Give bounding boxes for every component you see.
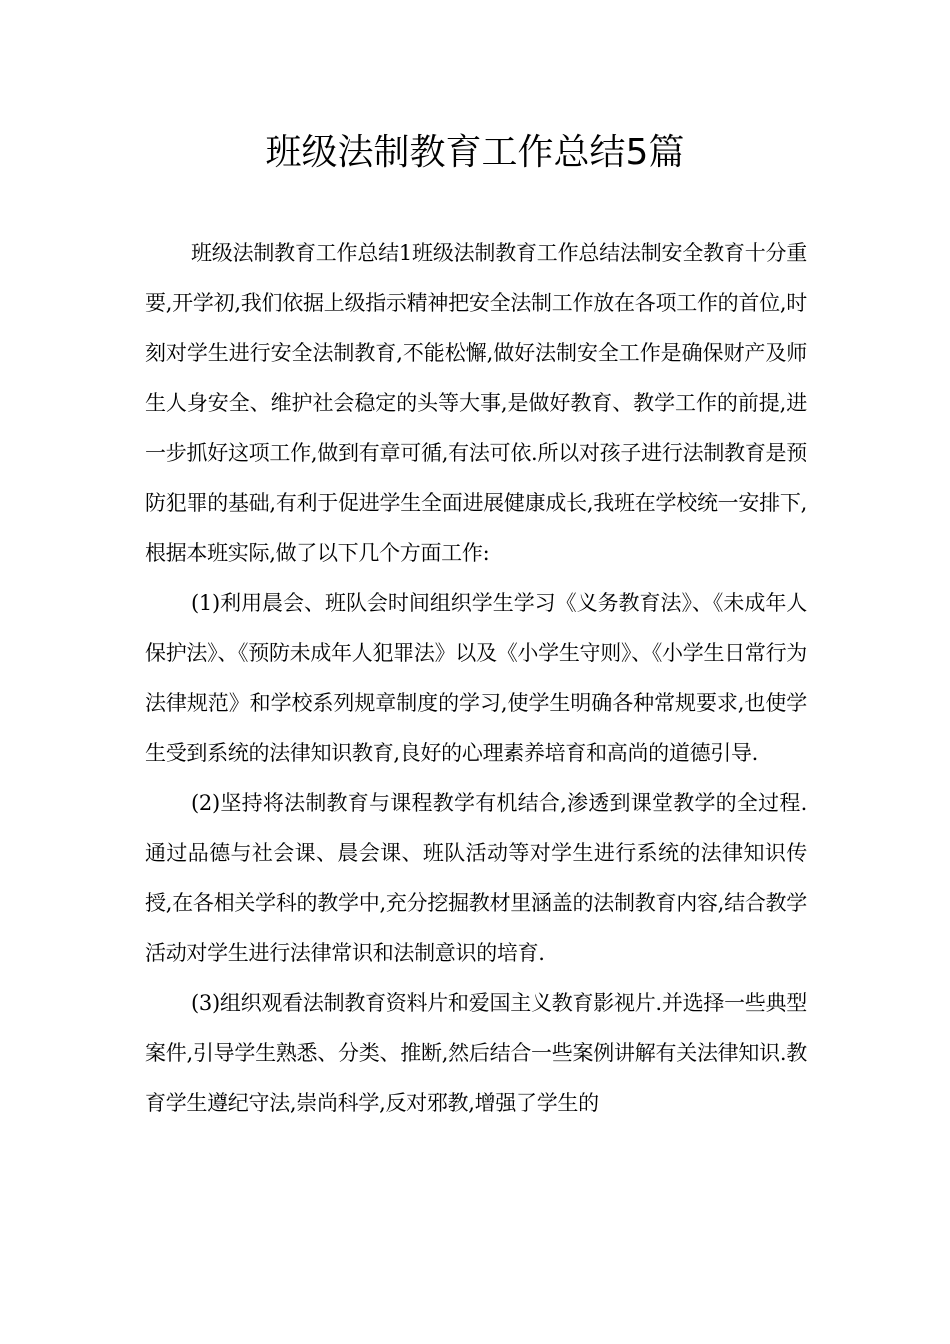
paragraph-intro: 班级法制教育工作总结1班级法制教育工作总结法制安全教育十分重要,开学初,我们依据上级指示精神把安全法制工作放在各项工作的首位,时刻对学生进行安全法制教育,不能松懈,做好法制安全工作是确保财产及师生人身安全、维护社会稳定的头等大事,是做好教育、教学工作的前提,进一步抓好这项工作,做到有章可循,有法可依.所以对孩子进行法制教育是预防犯罪的基础,有利于促进学生全面进展健康成长,我班在学校统一安排下,根据本班实际,做了以下几个方面工作: xyxy=(145,241,807,565)
paragraph-item-3: (3)组织观看法制教育资料片和爱国主义教育影视片.并选择一些典型案件,引导学生熟悉、分类、推断,然后结合一些案例讲解有关法律知识.教育学生遵纪守法,崇尚科学,反对邪教,增强了学生的 xyxy=(145,991,807,1115)
document-title: 班级法制教育工作总结5篇 xyxy=(265,132,685,173)
paragraph-item-2: (2)坚持将法制教育与课程教学有机结合,渗透到课堂教学的全过程.通过品德与社会课、晨会课、班队活动等对学生进行系统的法律知识传授,在各相关学科的教学中,充分挖掘教材里涵盖的法制教育内容,结合教学活动对学生进行法律常识和法制意识的培育. xyxy=(145,791,807,965)
document-body xyxy=(145,228,807,1128)
paragraph-item-1: (1)利用晨会、班队会时间组织学生学习《义务教育法》、《未成年人保护法》、《预防未成年人犯罪法》以及《小学生守则》、《小学生日常行为法律规范》和学校系列规章制度的学习,使学生明确各种常规要求,也使学生受到系统的法律知识教育,良好的心理素养培育和高尚的道德引导. xyxy=(145,591,807,765)
